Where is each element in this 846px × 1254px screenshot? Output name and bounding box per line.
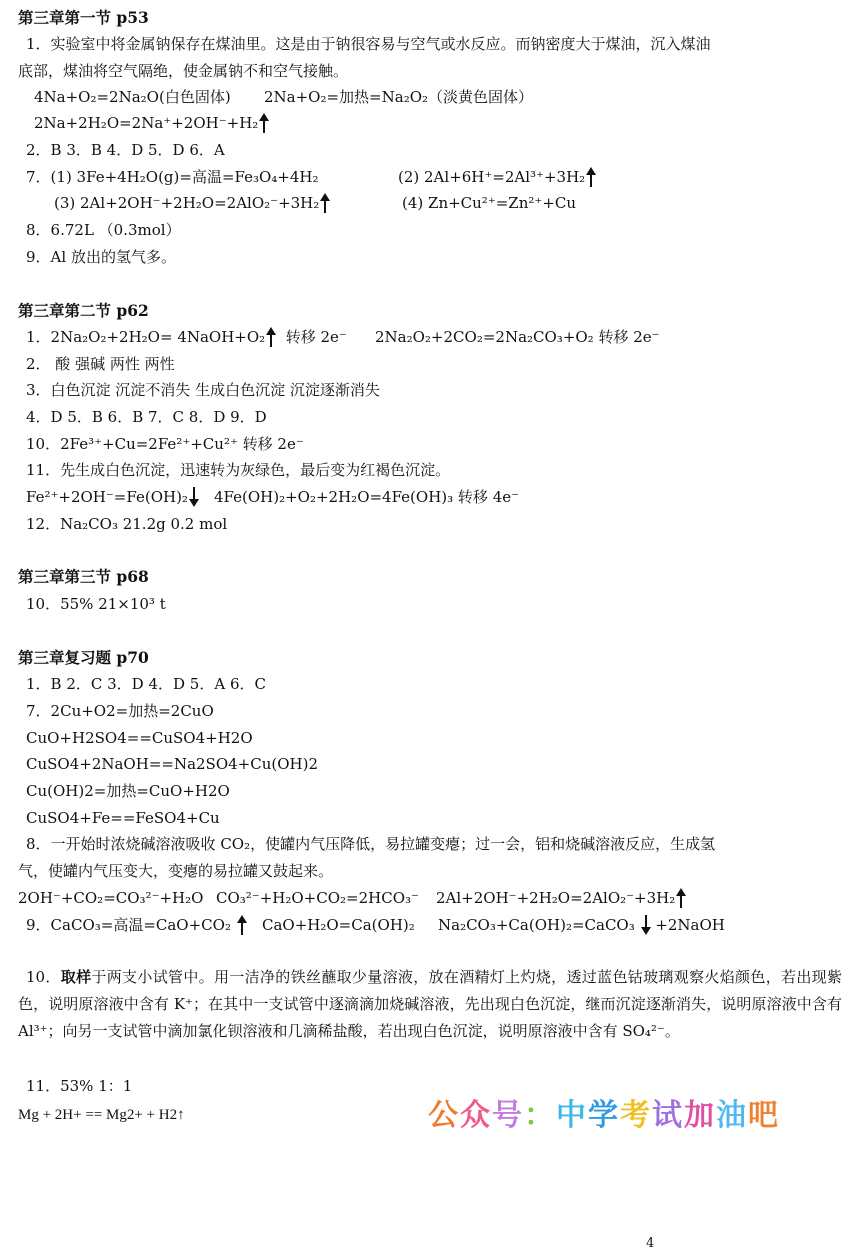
answer-7-1: 7．(1) 3Fe+4H₂O(g)=高温=Fe₃O₄+4H₂ <box>26 168 319 186</box>
watermark-char: 中 <box>556 1098 588 1133</box>
precipitate-arrow-icon <box>189 489 199 505</box>
precipitate-arrow-icon <box>641 917 651 933</box>
answer-9-eq2: CaO+H₂O=Ca(OH)₂ <box>262 916 415 934</box>
answer-9: 9．Al 放出的氢气多。 <box>26 248 176 266</box>
answer-12: 12．Na₂CO₃ 21.2g 0.2 mol <box>26 515 228 533</box>
answer-3: 3．白色沉淀 沉淀不消失 生成白色沉淀 沉淀逐渐消失 <box>26 381 380 399</box>
equation-text: Na₂CO₃+Ca(OH)₂=CaCO₃ <box>438 916 635 934</box>
equation-na-o2-heat: 2Na+O₂=加热=Na₂O₂（淡黄色固体） <box>264 88 534 106</box>
equation-text: (3) 2Al+2OH⁻+2H₂O=2AlO₂⁻+3H₂ <box>54 194 320 212</box>
answers-1-6-review: 1．B 2．C 3．D 4．D 5．A 6．C <box>26 675 266 693</box>
answer-10: 10．2Fe³⁺+Cu=2Fe²⁺+Cu²⁺ 转移 2e⁻ <box>26 435 304 453</box>
gas-arrow-icon <box>676 890 686 906</box>
answer-7-4: (4) Zn+Cu²⁺=Zn²⁺+Cu <box>402 194 577 212</box>
gas-arrow-icon <box>266 329 276 345</box>
equation-text: 1．2Na₂O₂+2H₂O= 4NaOH+O₂ <box>26 328 266 346</box>
equation-text: +2NaOH <box>655 916 725 934</box>
answer-11-eq2: 4Fe(OH)₂+O₂+2H₂O=4Fe(OH)₃ 转移 4e⁻ <box>214 488 520 506</box>
answer-7e-review: CuSO4+Fe==FeSO4+Cu <box>26 809 220 827</box>
answer-7-2 <box>398 167 596 187</box>
answer-8-eq2: CO₃²⁻+H₂O+CO₂=2HCO₃⁻ <box>216 889 419 907</box>
answer-11: 11．先生成白色沉淀，迅速转为灰绿色，最后变为红褐色沉淀。 <box>26 461 451 479</box>
watermark-char: 试 <box>652 1098 684 1133</box>
section-title-3-2: 第三章第二节 p62 <box>18 301 149 320</box>
bold-keyword: 取样 <box>60 968 92 986</box>
answer-number: 10． <box>26 968 61 986</box>
gas-arrow-icon <box>320 195 330 211</box>
answer-8-eq3 <box>436 888 686 908</box>
gas-arrow-icon <box>259 115 269 131</box>
answer-1-eq <box>26 327 347 347</box>
answer-1-line-2: 底部，煤油将空气隔绝，使金属钠不和空气接触。 <box>18 62 349 80</box>
answers-4-9: 4．D 5．B 6．B 7．C 8．D 9．D <box>26 408 267 426</box>
equation-text: Fe²⁺+2OH⁻=Fe(OH)₂ <box>26 488 188 506</box>
answer-11-eq1 <box>26 487 199 507</box>
equation-na-h2o <box>34 113 269 133</box>
answer-9-eq1 <box>26 915 247 935</box>
gas-arrow-icon <box>586 169 596 185</box>
watermark-char: ： <box>524 1098 556 1133</box>
watermark-char: 吧 <box>748 1098 780 1133</box>
answer-10-s3: 10．55% 21×10³ t <box>26 595 166 613</box>
equation-text: (2) 2Al+6H⁺=2Al³⁺+3H₂ <box>398 168 586 186</box>
paragraph-text: 于两支小试管中。用一洁净的铁丝蘸取少量溶液，放在酒精灯上灼烧，透过蓝色钴玻璃观察火焰颜色，若出现紫色，说明原溶液中含有 K⁺；在其中一支试管中逐滴滴加烧碱溶液，先出现白色沉淀，继而沉淀逐渐消失，说明原溶液中含有 Al³⁺；向另一支试管中滴加氯化钡溶液和几滴稀盐酸，若出现白色沉淀，说明原溶液中含有 SO₄²⁻。 <box>18 968 842 1040</box>
watermark <box>428 1090 780 1134</box>
answer-7b-review: CuO+H2SO4==CuSO4+H2O <box>26 729 253 747</box>
electron-transfer: 转移 2e⁻ <box>285 328 347 346</box>
answer-9-eq3 <box>438 915 725 935</box>
watermark-char: 学 <box>588 1098 620 1133</box>
answer-2: 2． 酸 强碱 两性 两性 <box>26 355 175 373</box>
page-number: 4 <box>646 1236 655 1251</box>
answer-12-review: Mg + 2H+ == Mg2+ + H2↑ <box>18 1107 185 1123</box>
answer-1-eq2: 2Na₂O₂+2CO₂=2Na₂CO₃+O₂ 转移 2e⁻ <box>375 328 660 346</box>
answers-2-6: 2．B 3．B 4．D 5．D 6．A <box>26 141 225 159</box>
equation-text: 2Na+2H₂O=2Na⁺+2OH⁻+H₂ <box>34 114 259 132</box>
watermark-char: 公 <box>428 1098 460 1133</box>
equation-text: 9．CaCO₃=高温=CaO+CO₂ <box>26 916 231 934</box>
watermark-char: 号 <box>492 1098 524 1133</box>
answer-8-line-2: 气，使罐内气压变大，变瘪的易拉罐又鼓起来。 <box>18 862 334 880</box>
answer-8: 8．6.72L （0.3mol） <box>26 221 181 239</box>
answer-8-eq1: 2OH⁻+CO₂=CO₃²⁻+H₂O <box>18 889 204 907</box>
answer-11-review: 11．53% 1：1 <box>26 1077 133 1095</box>
watermark-char: 油 <box>716 1098 748 1133</box>
answer-7c-review: CuSO4+2NaOH==Na2SO4+Cu(OH)2 <box>26 755 319 773</box>
section-title-3-3: 第三章第三节 p68 <box>18 567 149 586</box>
section-title-3-1: 第三章第一节 p53 <box>18 8 149 27</box>
answer-10-paragraph <box>18 964 842 1045</box>
answer-7a-review: 7．2Cu+O2=加热=2CuO <box>26 702 214 720</box>
answer-1-line-1: 1．实验室中将金属钠保存在煤油里。这是由于钠很容易与空气或水反应。而钠密度大于煤油，沉入煤油 <box>26 35 711 53</box>
equation-text: 2Al+2OH⁻+2H₂O=2AlO₂⁻+3H₂ <box>436 889 676 907</box>
answer-8-line-1: 8．一开始时浓烧碱溶液吸收 CO₂，使罐内气压降低，易拉罐变瘪；过一会，铝和烧碱溶液反应，生成氢 <box>26 835 716 853</box>
equation-na-o2: 4Na+O₂=2Na₂O(白色固体) <box>34 88 231 106</box>
watermark-char: 考 <box>620 1098 652 1133</box>
answer-7-3 <box>54 193 330 213</box>
gas-arrow-icon <box>237 917 247 933</box>
answer-7d-review: Cu(OH)2=加热=CuO+H2O <box>26 782 230 800</box>
watermark-char: 众 <box>460 1098 492 1133</box>
watermark-char: 加 <box>684 1098 716 1133</box>
section-title-review: 第三章复习题 p70 <box>18 648 149 667</box>
